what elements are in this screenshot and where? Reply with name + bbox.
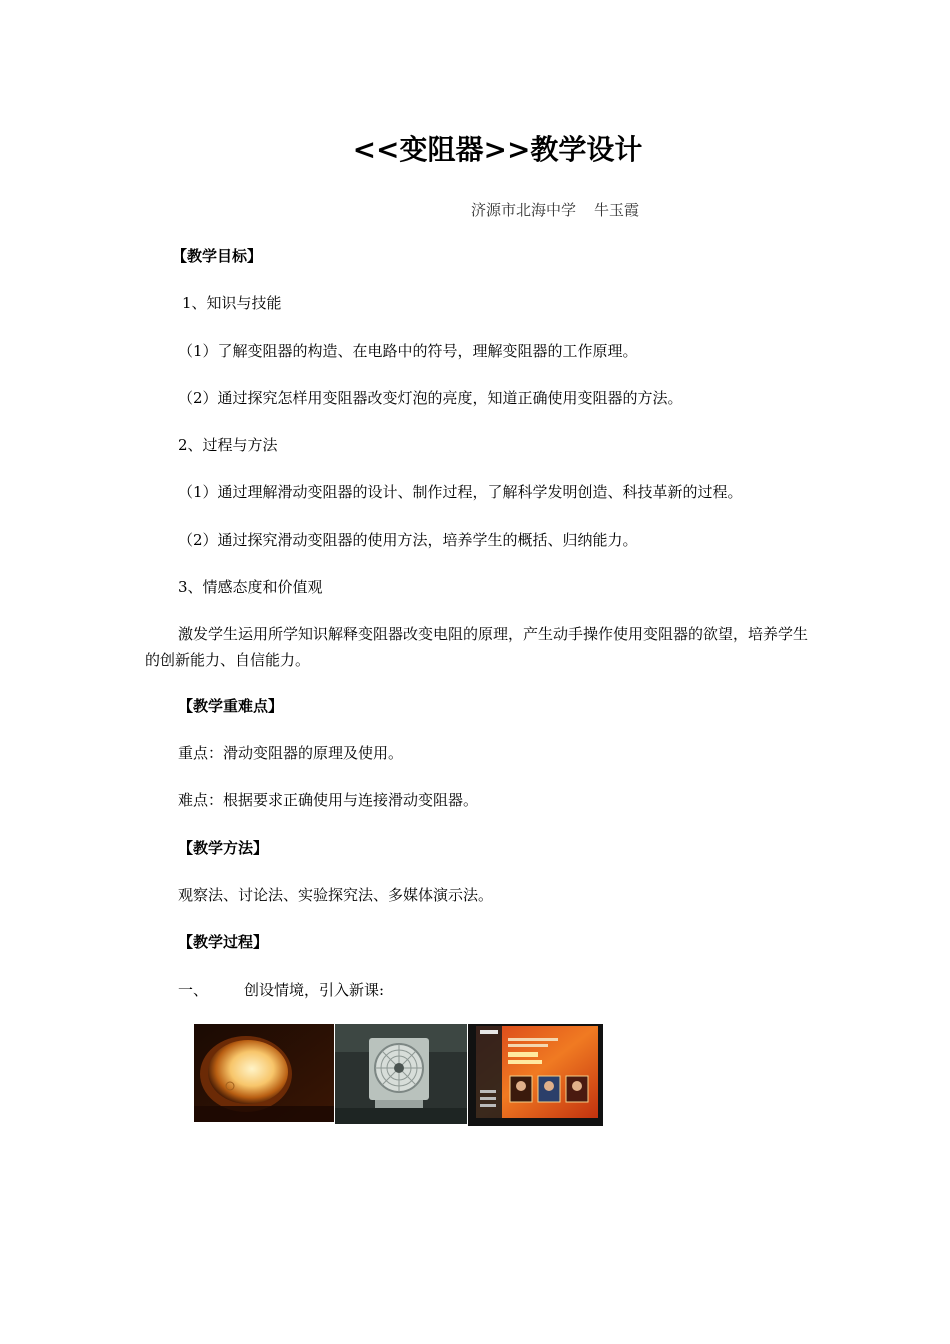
author-school: 济源市北海中学 — [471, 201, 577, 219]
difficult-point: 难点：根据要求正确使用与连接滑动变阻器。 — [178, 791, 479, 809]
document-title: <<变阻器>>教学设计 — [352, 133, 643, 166]
knowledge-heading: 1、知识与技能 — [182, 294, 282, 312]
difficulty-heading: 【教学重难点】 — [178, 697, 284, 715]
author-name: 牛玉霞 — [594, 201, 640, 219]
tv-photo — [468, 1024, 603, 1126]
step-one-text: 创设情境，引入新课: — [244, 981, 385, 999]
step-one-number: 一、 — [178, 981, 209, 999]
process-item-1: （1）通过理解滑动变阻器的设计、制作过程，了解科学发明创造、科技革新的过程。 — [178, 483, 743, 501]
goals-heading: 【教学目标】 — [172, 247, 263, 265]
method-heading: 【教学方法】 — [178, 839, 269, 857]
emotion-paragraph: 激发学生运用所学知识解释变阻器改变电阻的原理，产生动手操作使用变阻器的欲望，培养学生的创新能力、自信能力。 — [145, 625, 809, 669]
knowledge-item-2: （2）通过探究怎样用变阻器改变灯泡的亮度，知道正确使用变阻器的方法。 — [178, 389, 683, 407]
knowledge-item-1: （1）了解变阻器的构造、在电路中的符号，理解变阻器的工作原理。 — [178, 342, 638, 360]
author-line — [471, 199, 639, 220]
emotion-heading: 3、情感态度和价值观 — [178, 578, 323, 596]
procedure-heading: 【教学过程】 — [178, 933, 269, 951]
method-text: 观察法、讨论法、实验探究法、多媒体演示法。 — [178, 886, 494, 904]
key-point: 重点：滑动变阻器的原理及使用。 — [178, 744, 404, 762]
process-heading: 2、过程与方法 — [178, 436, 278, 454]
process-item-2: （2）通过探究滑动变阻器的使用方法，培养学生的概括、归纳能力。 — [178, 531, 638, 549]
lamp-photo — [194, 1024, 334, 1122]
fan-photo — [335, 1024, 467, 1124]
